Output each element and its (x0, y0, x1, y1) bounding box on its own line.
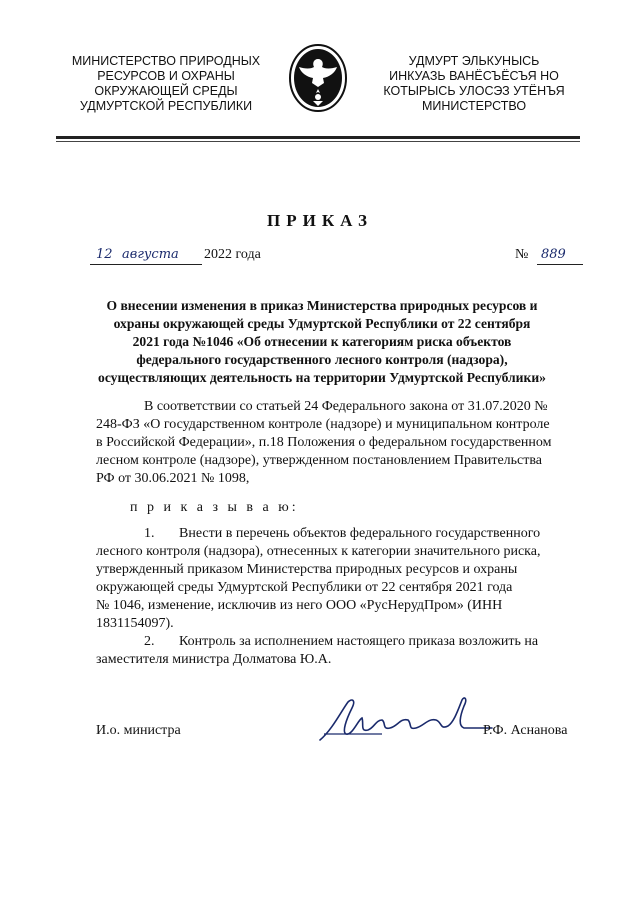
document-date (90, 247, 290, 267)
date-year: 2022 года (204, 247, 261, 262)
order-word: п р и к а з ы в а ю: (130, 500, 299, 515)
document-title: ПРИКАЗ (267, 211, 373, 230)
number-value: 889 (541, 247, 566, 262)
ministry-name-line: МИНИСТЕРСТВО (421, 99, 527, 113)
ministry-name-line: КОТЫРЫСЬ УЛОСЭЗ УТЁНЪЯ (383, 84, 565, 98)
document-number (515, 247, 585, 267)
udmurtia-coat-of-arms-icon (283, 43, 353, 113)
subject-line: О внесении изменения в приказ Министерства природных ресурсов и (106, 298, 538, 313)
ministry-name-russian (56, 54, 276, 114)
ministry-name-line: ИНКУАЗЬ ВАНЁСЪЁСЪЯ НО (389, 69, 559, 83)
item-2-line: заместителя министра Долматова Ю.А. (96, 652, 332, 667)
item-1-line: № 1046, изменение, исключив из него ООО «РусНерудПром» (ИНН (96, 598, 503, 613)
subject-line: охраны окружающей среды Удмуртской Республики от 22 сентября (113, 316, 531, 331)
item-1-line: окружающей среды Удмуртской Республики от 22 сентября 2021 года (96, 580, 513, 595)
preamble-line: В соответствии со статьей 24 Федерального закона от 31.07.2020 № (144, 399, 548, 414)
order-items (96, 525, 584, 669)
preamble-paragraph (96, 398, 584, 488)
preamble-line: в Российской Федерации», п.18 Положения о федеральном государственном (96, 435, 552, 450)
subject-line: федерального государственного лесного контроля (надзора), (136, 352, 508, 367)
ministry-name-line: УДМУРТ ЭЛЬКУНЫСЬ (408, 54, 540, 68)
ministry-name-udmurt (368, 54, 580, 114)
subject-line: осуществляющих деятельность на территории Удмуртской Республики» (98, 370, 546, 385)
date-month: августа (122, 247, 179, 262)
signatory-name: Р.Ф. Аснанова (483, 723, 568, 738)
number-label: № (515, 247, 529, 262)
ministry-name-line: МИНИСТЕРСТВО ПРИРОДНЫХ (71, 54, 261, 68)
header-rule-thick (56, 136, 580, 139)
ministry-name-line: РЕСУРСОВ И ОХРАНЫ (97, 69, 235, 83)
date-day: 12 (96, 247, 113, 262)
subject-line: 2021 года №1046 «Об отнесении к категориям риска объектов (132, 334, 512, 349)
preamble-line: лесном контроле (надзоре), утвержденном постановлением Правительства (96, 453, 543, 468)
item-1-line: лесного контроля (надзора), отнесенных к категории значительного риска, (96, 544, 541, 559)
header-rule-thin (56, 141, 580, 142)
preamble-line: РФ от 30.06.2021 № 1098, (96, 471, 250, 486)
item-1-line: 1831154097). (96, 616, 174, 631)
signatory-position: И.о. министра (96, 723, 181, 738)
item-1-line: утвержденный приказом Министерства природных ресурсов и охраны (96, 562, 518, 577)
handwritten-signature (312, 690, 502, 750)
document-subject (96, 297, 548, 387)
item-1-line: 1. Внести в перечень объектов федерального государственного (144, 526, 541, 541)
ministry-name-line: УДМУРТСКОЙ РЕСПУБЛИКИ (79, 99, 253, 113)
ministry-name-line: ОКРУЖАЮЩЕЙ СРЕДЫ (94, 84, 238, 98)
item-2-line: 2. Контроль за исполнением настоящего приказа возложить на (144, 634, 539, 649)
preamble-line: 248-ФЗ «О государственном контроле (надзоре) и муниципальном контроле (96, 417, 550, 432)
